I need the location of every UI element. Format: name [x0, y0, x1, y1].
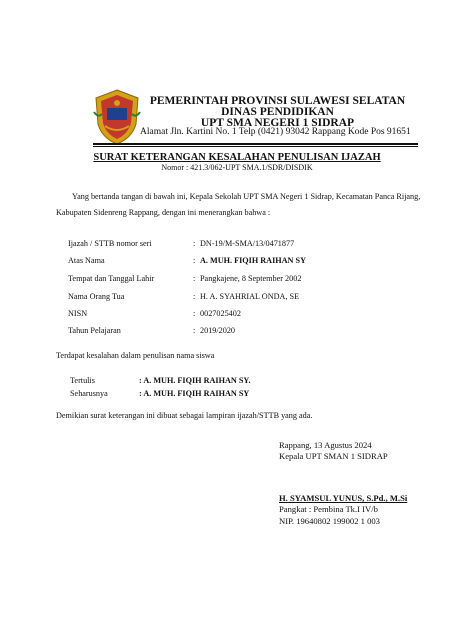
letterhead-divider-thin [93, 146, 418, 147]
signature-place-date: Rappang, 13 Agustus 2024 [279, 440, 372, 450]
intro-line-1: Yang bertanda tangan di bawah ini, Kepala Sekolah UPT SMA Negeri 1 Sidrap, Kecamatan Panca Rijang, [72, 192, 421, 201]
letterhead-divider-thick [93, 143, 418, 145]
field-colon: : [193, 326, 196, 335]
field-colon: : [193, 292, 196, 301]
field-colon: : [193, 256, 196, 265]
correction-label-seharusnya: Seharusnya [70, 389, 108, 398]
field-value-ijazah: DN-19/M-SMA/13/0471877 [200, 239, 295, 248]
field-colon: : [193, 309, 196, 318]
field-value-tahun: 2019/2020 [200, 326, 236, 335]
error-intro: Terdapat kesalahan dalam penulisan nama siswa [56, 351, 215, 360]
letterhead-address: Alamat Jln. Kartini No. 1 Telp (0421) 93042 Rappang Kode Pos 91651 [140, 127, 411, 137]
field-value-nisn: 0027025402 [200, 309, 241, 318]
signature-rank: Pangkat : Pembina Tk.I IV/b [279, 504, 378, 514]
field-colon: : [193, 274, 196, 283]
correction-value-tertulis: : A. MUH. FIQIH RAIHAN SY. [139, 376, 251, 385]
field-value-ttl: Pangkajene, 8 September 2002 [200, 274, 302, 283]
field-label-ttl: Tempat dan Tanggal Lahir [68, 274, 155, 283]
field-label-ijazah: Ijazah / STTB nomor seri [68, 239, 152, 248]
field-value-orang-tua: H. A. SYAHRIAL ONDA, SE [200, 292, 300, 301]
letter-number: Nomor : 421.3/062-UPT SMA.1/SDR/DISDIK [161, 163, 313, 172]
field-label-nama: Atas Nama [68, 256, 105, 265]
letterhead-line-1: PEMERINTAH PROVINSI SULAWESI SELATAN [149, 95, 406, 107]
field-label-orang-tua: Nama Orang Tua [68, 292, 125, 301]
field-colon: : [193, 239, 196, 248]
letterhead-line-3: UPT SMA NEGERI 1 SIDRAP [200, 117, 355, 129]
letterhead-line-2: DINAS PENDIDIKAN [221, 106, 334, 118]
letter-title: SURAT KETERANGAN KESALAHAN PENULISAN IJAZAH [93, 152, 381, 163]
correction-value-seharusnya: : A. MUH. FIQIH RAIHAN SY [139, 389, 250, 398]
signature-nip: NIP. 19640802 199002 1 003 [279, 516, 380, 526]
closing-text: Demikian surat keterangan ini dibuat sebagai lampiran ijazah/STTB yang ada. [56, 411, 313, 420]
field-label-tahun: Tahun Pelajaran [68, 326, 121, 335]
intro-line-2: Kabupaten Sidenreng Rappang, dengan ini menerangkan bahwa : [56, 208, 271, 217]
field-label-nisn: NISN [68, 309, 88, 318]
signature-name: H. SYAMSUL YUNUS, S.Pd., M.Si [279, 493, 408, 503]
field-value-nama: A. MUH. FIQIH RAIHAN SY [200, 256, 306, 265]
signature-position: Kepala UPT SMAN 1 SIDRAP [279, 451, 388, 461]
correction-label-tertulis: Tertulis [70, 376, 95, 385]
